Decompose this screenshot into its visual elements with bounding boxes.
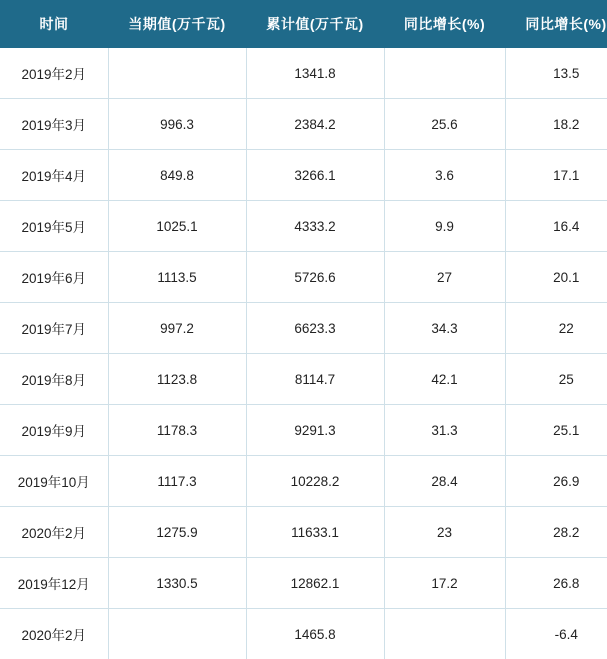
cell-cumulative-value: 6623.3 bbox=[246, 303, 384, 354]
table-body bbox=[0, 48, 607, 659]
table-row bbox=[0, 558, 607, 609]
cell-yoy-growth-cumulative: 26.9 bbox=[505, 456, 607, 507]
cell-time: 2020年2月 bbox=[0, 609, 108, 659]
cell-current-value bbox=[108, 609, 246, 659]
cell-yoy-growth-current bbox=[384, 48, 505, 99]
table-row bbox=[0, 99, 607, 150]
table-row bbox=[0, 150, 607, 201]
table-row bbox=[0, 354, 607, 405]
cell-current-value bbox=[108, 48, 246, 99]
cell-current-value: 1330.5 bbox=[108, 558, 246, 609]
cell-current-value: 1113.5 bbox=[108, 252, 246, 303]
cell-yoy-growth-cumulative: 16.4 bbox=[505, 201, 607, 252]
cell-current-value: 1178.3 bbox=[108, 405, 246, 456]
cell-time: 2019年4月 bbox=[0, 150, 108, 201]
cell-yoy-growth-cumulative: 26.8 bbox=[505, 558, 607, 609]
cell-cumulative-value: 11633.1 bbox=[246, 507, 384, 558]
cell-yoy-growth-current: 34.3 bbox=[384, 303, 505, 354]
cell-yoy-growth-cumulative: -6.4 bbox=[505, 609, 607, 659]
cell-current-value: 849.8 bbox=[108, 150, 246, 201]
table-row bbox=[0, 303, 607, 354]
cell-current-value: 1025.1 bbox=[108, 201, 246, 252]
cell-cumulative-value: 1341.8 bbox=[246, 48, 384, 99]
cell-cumulative-value: 10228.2 bbox=[246, 456, 384, 507]
cell-yoy-growth-current bbox=[384, 609, 505, 659]
cell-time: 2019年8月 bbox=[0, 354, 108, 405]
cell-time: 2019年2月 bbox=[0, 48, 108, 99]
table-row bbox=[0, 201, 607, 252]
cell-cumulative-value: 8114.7 bbox=[246, 354, 384, 405]
cell-current-value: 1123.8 bbox=[108, 354, 246, 405]
cell-time: 2019年9月 bbox=[0, 405, 108, 456]
column-header-current-value: 当期值(万千瓦) bbox=[108, 0, 246, 48]
cell-current-value: 996.3 bbox=[108, 99, 246, 150]
cell-time: 2019年10月 bbox=[0, 456, 108, 507]
cell-yoy-growth-cumulative: 13.5 bbox=[505, 48, 607, 99]
column-header-yoy-growth-current: 同比增长(%) bbox=[384, 0, 505, 48]
cell-yoy-growth-cumulative: 22 bbox=[505, 303, 607, 354]
cell-time: 2019年6月 bbox=[0, 252, 108, 303]
cell-yoy-growth-current: 17.2 bbox=[384, 558, 505, 609]
table-row bbox=[0, 252, 607, 303]
cell-yoy-growth-cumulative: 28.2 bbox=[505, 507, 607, 558]
cell-cumulative-value: 3266.1 bbox=[246, 150, 384, 201]
column-header-yoy-growth-cumulative: 同比增长(%) bbox=[505, 0, 607, 48]
cell-time: 2019年12月 bbox=[0, 558, 108, 609]
cell-yoy-growth-current: 31.3 bbox=[384, 405, 505, 456]
cell-yoy-growth-cumulative: 25 bbox=[505, 354, 607, 405]
cell-cumulative-value: 1465.8 bbox=[246, 609, 384, 659]
cell-yoy-growth-current: 23 bbox=[384, 507, 505, 558]
column-header-cumulative-value: 累计值(万千瓦) bbox=[246, 0, 384, 48]
cell-cumulative-value: 12862.1 bbox=[246, 558, 384, 609]
cell-cumulative-value: 4333.2 bbox=[246, 201, 384, 252]
cell-yoy-growth-current: 9.9 bbox=[384, 201, 505, 252]
table-row bbox=[0, 456, 607, 507]
table-row bbox=[0, 609, 607, 659]
cell-yoy-growth-cumulative: 18.2 bbox=[505, 99, 607, 150]
table-header-row bbox=[0, 0, 607, 48]
cell-yoy-growth-cumulative: 20.1 bbox=[505, 252, 607, 303]
column-header-time: 时间 bbox=[0, 0, 108, 48]
cell-cumulative-value: 2384.2 bbox=[246, 99, 384, 150]
cell-yoy-growth-current: 28.4 bbox=[384, 456, 505, 507]
cell-yoy-growth-current: 42.1 bbox=[384, 354, 505, 405]
cell-current-value: 1275.9 bbox=[108, 507, 246, 558]
cell-time: 2019年5月 bbox=[0, 201, 108, 252]
cell-current-value: 997.2 bbox=[108, 303, 246, 354]
table-header bbox=[0, 0, 607, 48]
table-row bbox=[0, 507, 607, 558]
table-row bbox=[0, 48, 607, 99]
cell-cumulative-value: 9291.3 bbox=[246, 405, 384, 456]
cell-current-value: 1117.3 bbox=[108, 456, 246, 507]
table-row bbox=[0, 405, 607, 456]
cell-time: 2019年7月 bbox=[0, 303, 108, 354]
cell-cumulative-value: 5726.6 bbox=[246, 252, 384, 303]
cell-time: 2019年3月 bbox=[0, 99, 108, 150]
cell-yoy-growth-cumulative: 25.1 bbox=[505, 405, 607, 456]
cell-yoy-growth-current: 3.6 bbox=[384, 150, 505, 201]
cell-yoy-growth-cumulative: 17.1 bbox=[505, 150, 607, 201]
cell-time: 2020年2月 bbox=[0, 507, 108, 558]
cell-yoy-growth-current: 25.6 bbox=[384, 99, 505, 150]
cell-yoy-growth-current: 27 bbox=[384, 252, 505, 303]
